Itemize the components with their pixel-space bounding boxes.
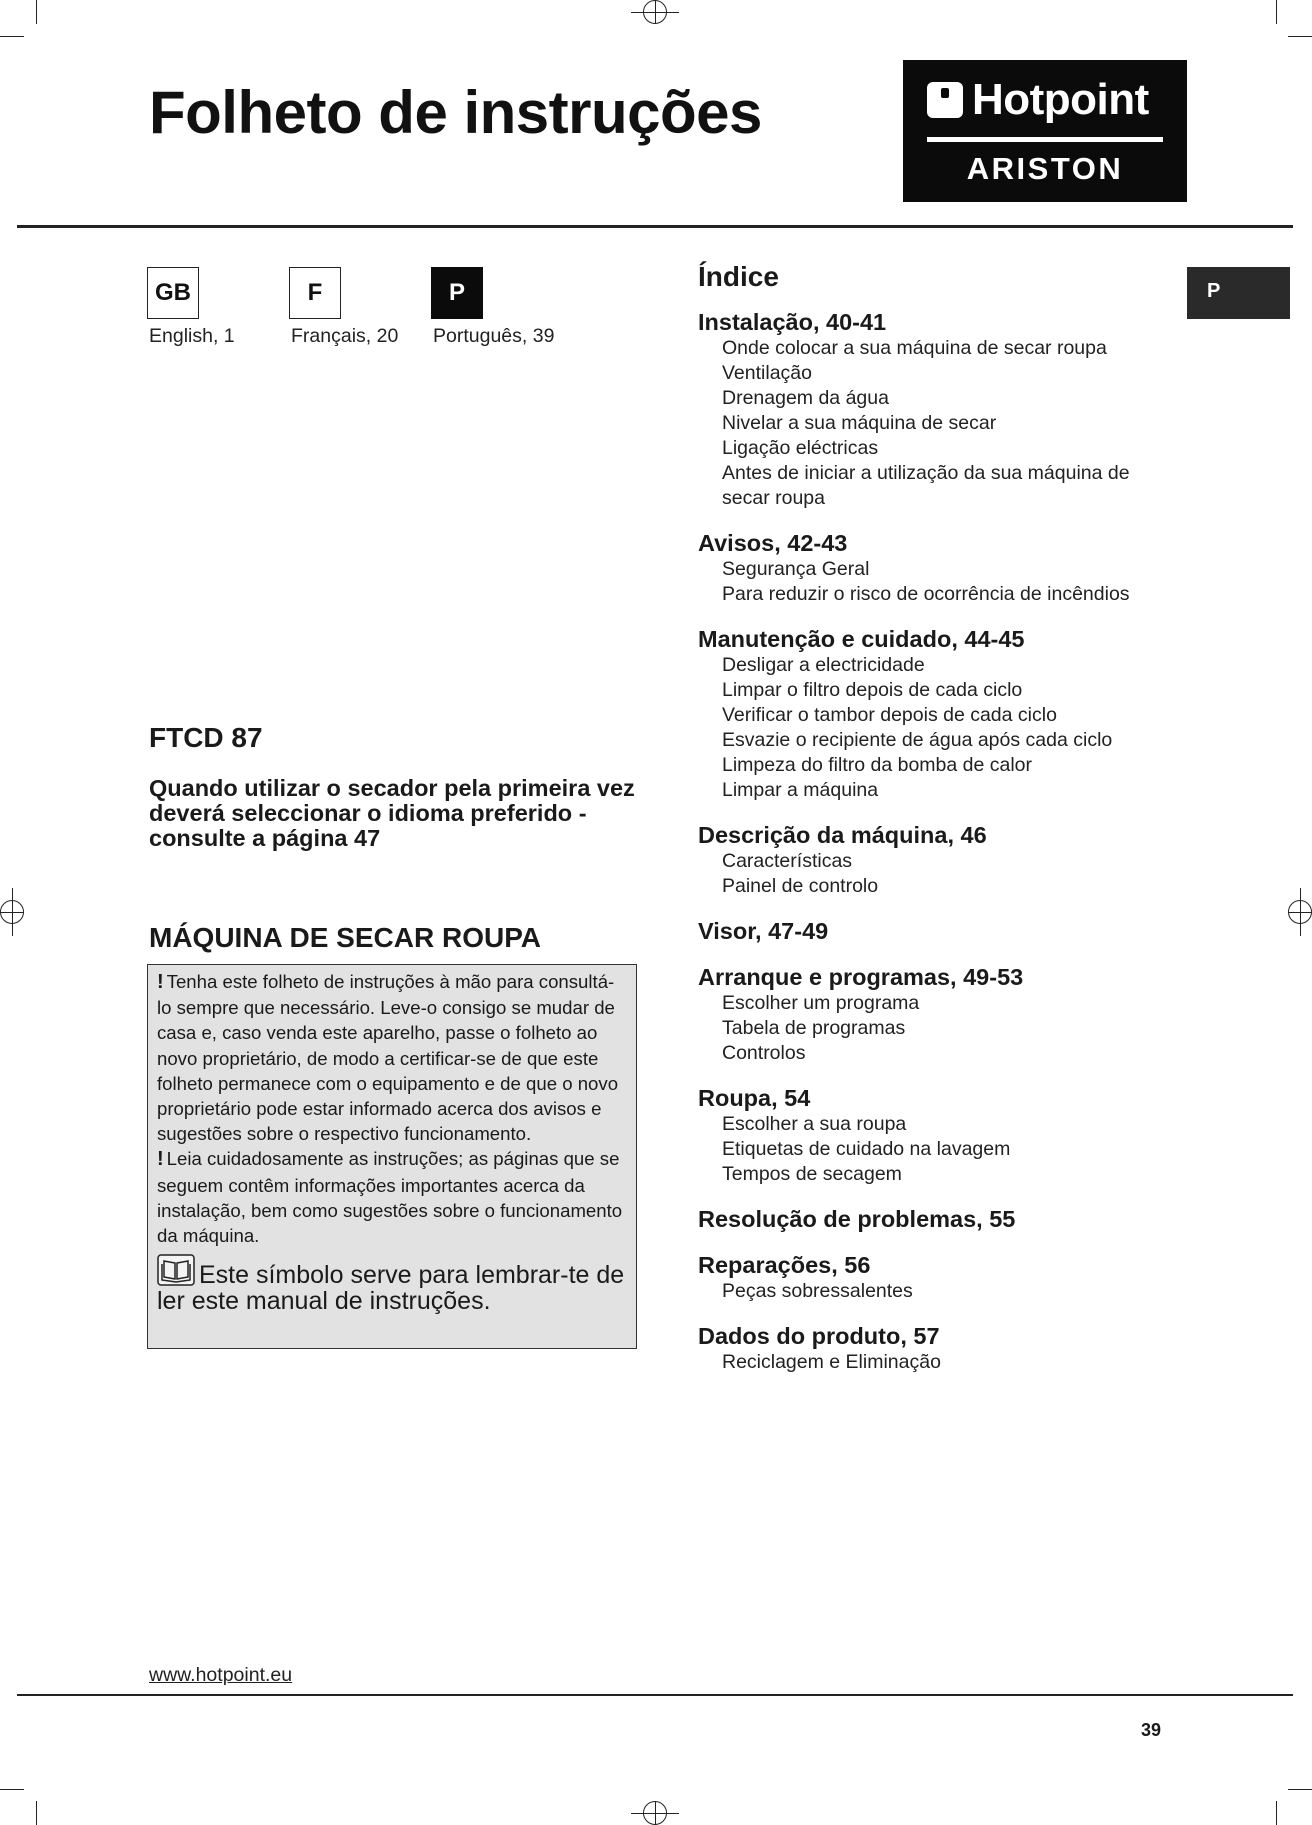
toc-item-list [698,653,1168,803]
toc-item-list [698,557,1168,607]
toc-item[interactable]: Desligar a electricidade [722,654,925,676]
toc-item[interactable]: Drenagem da água [722,387,889,409]
toc-section-heading[interactable]: Reparações, 56 [698,1252,871,1278]
toc-section [698,309,1168,511]
toc-section-heading[interactable]: Dados do produto, 57 [698,1323,940,1349]
toc-section [698,530,1168,607]
crop-mark [1276,0,1277,24]
website-link[interactable]: www.hotpoint.eu [149,1664,293,1686]
model-name: FTCD 87 [149,722,263,753]
toc-sections [698,309,1168,1375]
crop-mark [0,1789,24,1790]
language-note: Quando utilizar o secador pela primeira vez deverá seleccionar o idioma preferido - consulte a página 47 [149,775,635,851]
toc-item[interactable]: Ligação eléctricas [722,437,879,459]
toc-section-heading[interactable]: Roupa, 54 [698,1085,811,1111]
toc-item[interactable]: Verificar o tambor depois de cada ciclo [722,704,1057,726]
toc-section [698,918,1168,945]
brand-logo [903,60,1187,202]
footer-divider [17,1694,1293,1696]
toc-section [698,964,1168,1066]
manual-symbol-note [157,1254,627,1314]
toc-item[interactable]: Painel de controlo [722,875,879,897]
toc-item[interactable]: Antes de iniciar a utilização da sua máquina de secar roupa [722,462,1130,509]
toc-title: Índice [698,261,779,292]
language-box-gb[interactable]: GB [147,267,199,319]
toc-section [698,1085,1168,1187]
toc-section-heading[interactable]: Manutenção e cuidado, 44-45 [698,626,1025,652]
toc-item-list [698,1350,1168,1375]
toc-item[interactable]: Limpar o filtro depois de cada ciclo [722,679,1023,701]
toc-item[interactable]: Tempos de secagem [722,1163,902,1185]
toc-item[interactable]: Características [722,850,853,872]
toc-section-heading[interactable]: Visor, 47-49 [698,918,829,944]
brand-subname: ARISTON [966,151,1124,186]
toc-item-list [698,1112,1168,1187]
toc-item[interactable]: Limpar a máquina [722,779,879,801]
book-icon [157,1254,195,1286]
toc-section-heading[interactable]: Resolução de problemas, 55 [698,1206,1016,1232]
header-divider [17,225,1293,228]
crop-mark [1288,1789,1312,1790]
language-side-tab: P [1187,267,1290,319]
language-label-english: English, 1 [149,325,235,347]
toc-item[interactable]: Ventilação [722,362,812,384]
toc-item-list [698,1279,1168,1304]
section-heading: MÁQUINA DE SECAR ROUPA [149,922,542,953]
language-box-p[interactable]: P [431,267,483,319]
notice-box [147,964,637,1349]
toc-item[interactable]: Onde colocar a sua máquina de secar roupa [722,337,1107,359]
toc-item-list [698,849,1168,899]
toc-section [698,1323,1168,1375]
toc-item-list [698,991,1168,1066]
toc-section-heading[interactable]: Instalação, 40-41 [698,309,887,335]
toc-item[interactable]: Tabela de programas [722,1017,906,1039]
toc-item[interactable]: Reciclagem e Eliminação [722,1351,941,1373]
toc-item[interactable]: Segurança Geral [722,558,870,580]
table-of-contents [698,260,1168,1394]
toc-item[interactable]: Para reduzir o risco de ocorrência de incêndios [722,583,1130,605]
toc-item-list [698,336,1168,511]
notice-text: Leia cuidadosamente as instruções; as páginas que se seguem contêm informações importantes acerca da instalação, bem como sugestões sobre o funcionamento da máquina. [157,1148,623,1247]
crop-mark [36,0,37,24]
toc-item[interactable]: Controlos [722,1042,806,1064]
toc-item[interactable]: Nivelar a sua máquina de secar [722,412,997,434]
warning-mark: ! [157,1148,164,1171]
page-number: 39 [1141,1720,1162,1740]
notice-paragraph [157,969,627,1146]
toc-item[interactable]: Peças sobressalentes [722,1280,913,1302]
brand-name: Hotpoint [972,75,1149,124]
page-title: Folheto de instruções [149,79,762,146]
crop-mark [1276,1801,1277,1825]
toc-section [698,1252,1168,1304]
toc-section [698,822,1168,899]
brand-mark-icon [927,82,963,118]
toc-section [698,626,1168,803]
toc-item[interactable]: Escolher um programa [722,992,920,1014]
toc-section-heading[interactable]: Arranque e programas, 49-53 [698,964,1024,990]
toc-section-heading[interactable]: Descrição da máquina, 46 [698,822,987,848]
toc-item[interactable]: Escolher a sua roupa [722,1113,907,1135]
crop-mark [36,1801,37,1825]
language-label-french: Français, 20 [291,325,399,347]
toc-item[interactable]: Limpeza do filtro da bomba de calor [722,754,1033,776]
crop-mark [1288,36,1312,37]
notice-paragraph [157,1146,627,1248]
toc-section [698,1206,1168,1233]
warning-mark: ! [157,971,164,993]
toc-section-heading[interactable]: Avisos, 42-43 [698,530,848,556]
crop-mark [0,36,24,37]
toc-item[interactable]: Etiquetas de cuidado na lavagem [722,1138,1011,1160]
manual-symbol-text: Este símbolo serve para lembrar-te de ler este manual de instruções. [157,1261,625,1316]
notice-text: Tenha este folheto de instruções à mão para consultá-lo sempre que necessário. Leve-o consigo se mudar de casa e, caso venda este aparelho, passe o folheto ao novo proprietário, de modo a certificar-se de que este folheto permanece com o equipamento e de que o novo proprietário pode estar informado acerca dos avisos e sugestões sobre o respectivo funcionamento. [157,971,619,1145]
toc-item[interactable]: Esvazie o recipiente de água após cada ciclo [722,729,1113,751]
language-label-portuguese: Português, 39 [433,325,555,347]
language-box-f[interactable]: F [289,267,341,319]
